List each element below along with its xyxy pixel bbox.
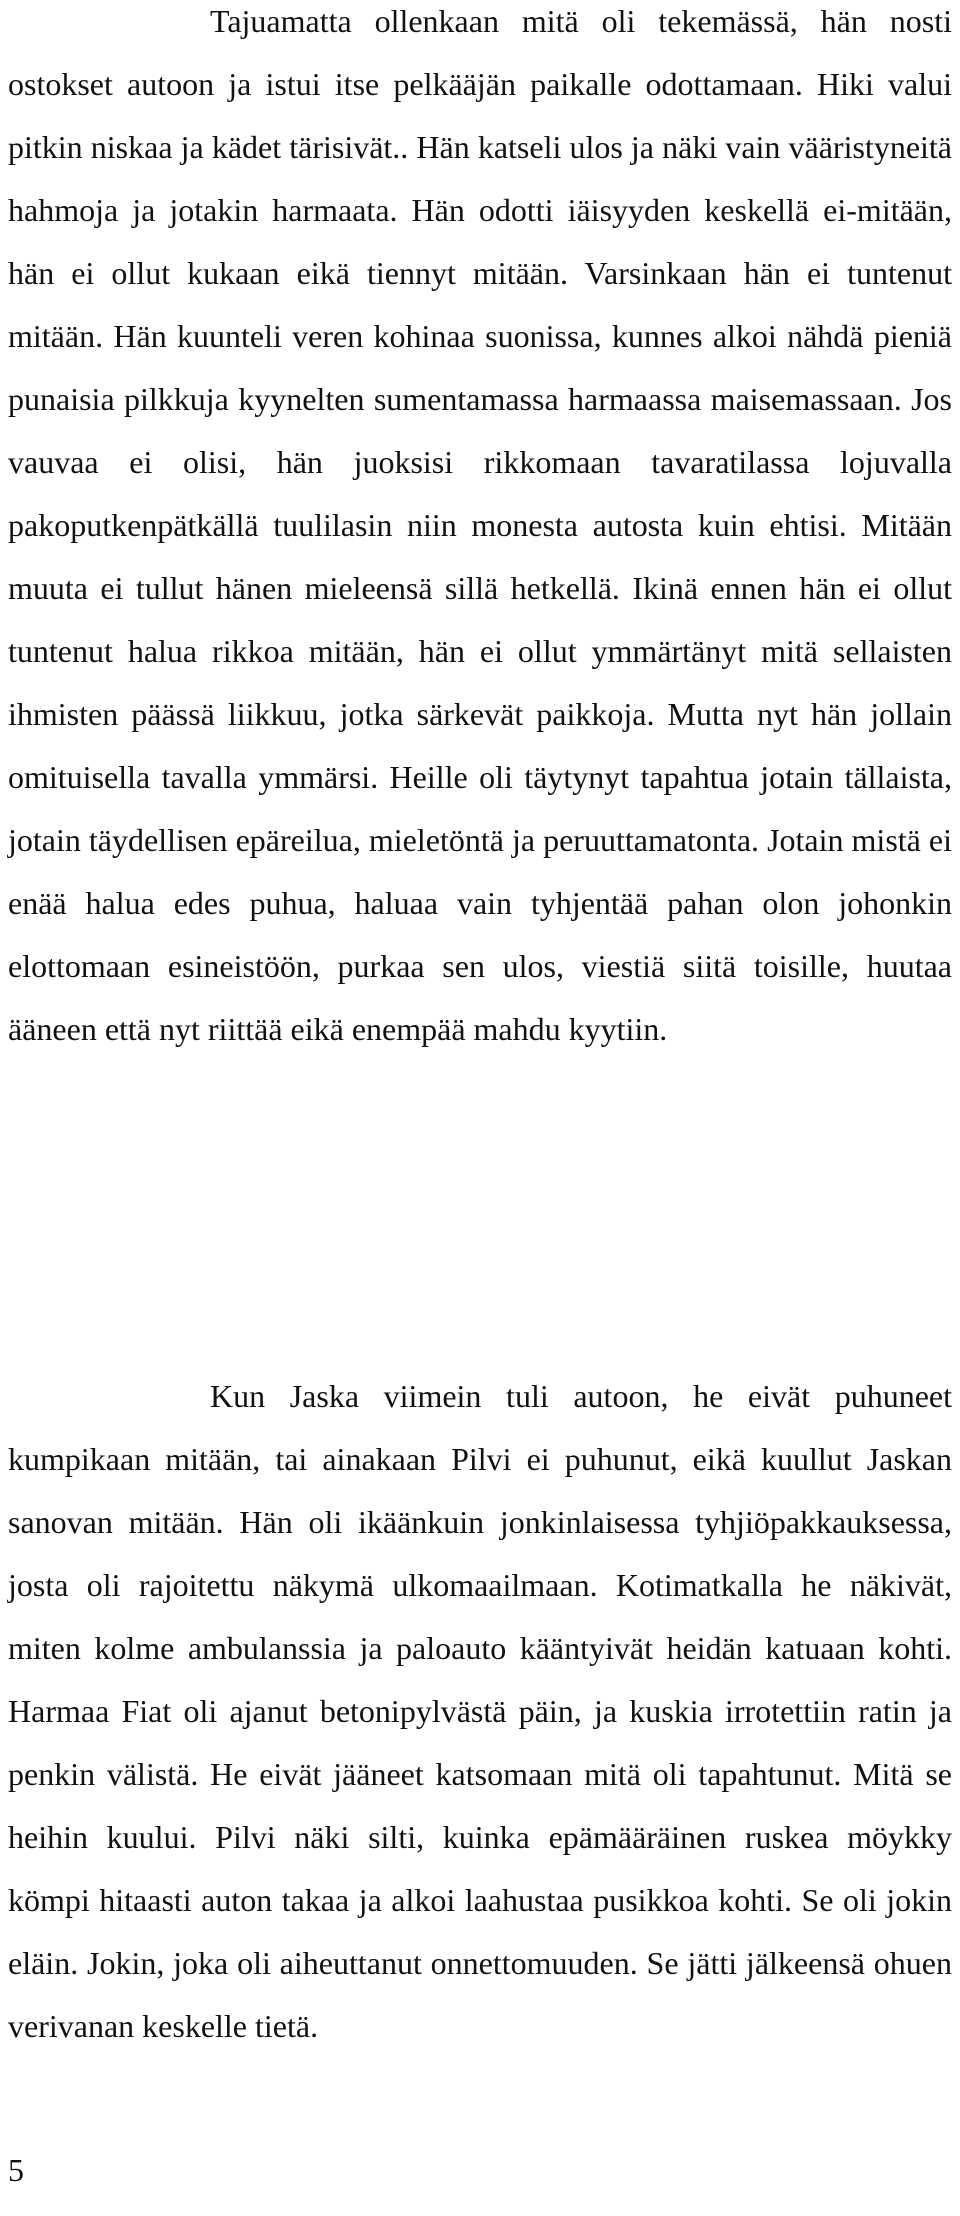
body-paragraph-1: Tajuamatta ollenkaan mitä oli tekemässä, hän nosti ostokset autoon ja istui itse pelkääjän paikalle odottamaan. Hiki valui pitkin niskaa ja kädet tärisivät.. Hän katseli ulos ja näki vain vääristyneitä hahmoja ja jotakin harmaata. Hän odotti iäisyyden keskellä ei-mitään, hän ei ollut kukaan eikä tiennyt mitään. Varsinkaan hän ei tuntenut mitään. Hän kuunteli veren kohinaa suonissa, kunnes alkoi nähdä pieniä punaisia pilkkuja kyynelten sumentamassa harmaassa maisemassaan. Jos vauvaa ei olisi, hän juoksisi rikkomaan tavaratilassa lojuvalla pakoputkenpätkällä tuulilasin niin monesta autosta kuin ehtisi. Mitään muuta ei tullut hänen mieleensä sillä hetkellä. Ikinä ennen hän ei ollut tuntenut halua rikkoa mitään, hän ei ollut ymmärtänyt mitä sellaisten ihmisten päässä liikkuu, jotka särkevät paikkoja. Mutta nyt hän jollain omituisella tavalla ymmärsi. Heille oli täytynyt tapahtua jotain tällaista, jotain täydellisen epäreilua, mieletöntä ja peruuttamatonta. Jotain mistä ei enää halua edes puhua, haluaa vain tyhjentää pahan olon johonkin elottomaan esineistöön, purkaa sen ulos, viestiä siitä toisille, huutaa ääneen että nyt riittää eikä enempää mahdu kyytiin. <box>8 3 952 1047</box>
page-number: 5 <box>8 2152 24 2188</box>
body-paragraph-2: Kun Jaska viimein tuli autoon, he eivät puhuneet kumpikaan mitään, tai ainakaan Pilvi ei puhunut, eikä kuullut Jaskan sanovan mitään. Hän oli ikäänkuin jonkinlaisessa tyhjiöpakkauksessa, josta oli rajoitettu näkymä ulkomaailmaan. Kotimatkalla he näkivät, miten kolme ambulanssia ja paloauto kääntyivät heidän katuaan kohti. Harmaa Fiat oli ajanut betonipylvästä päin, ja kuskia irrotettiin ratin ja penkin välistä. He eivät jääneet katsomaan mitä oli tapahtunut. Mitä se heihin kuului. Pilvi näki silti, kuinka epämääräinen ruskea möykky kömpi hitaasti auton takaa ja alkoi laahustaa pusikkoa kohti. Se oli jokin eläin. Jokin, joka oli aiheuttanut onnettomuuden. Se jätti jälkeensä ohuen verivanan keskelle tietä. <box>8 1378 952 2044</box>
